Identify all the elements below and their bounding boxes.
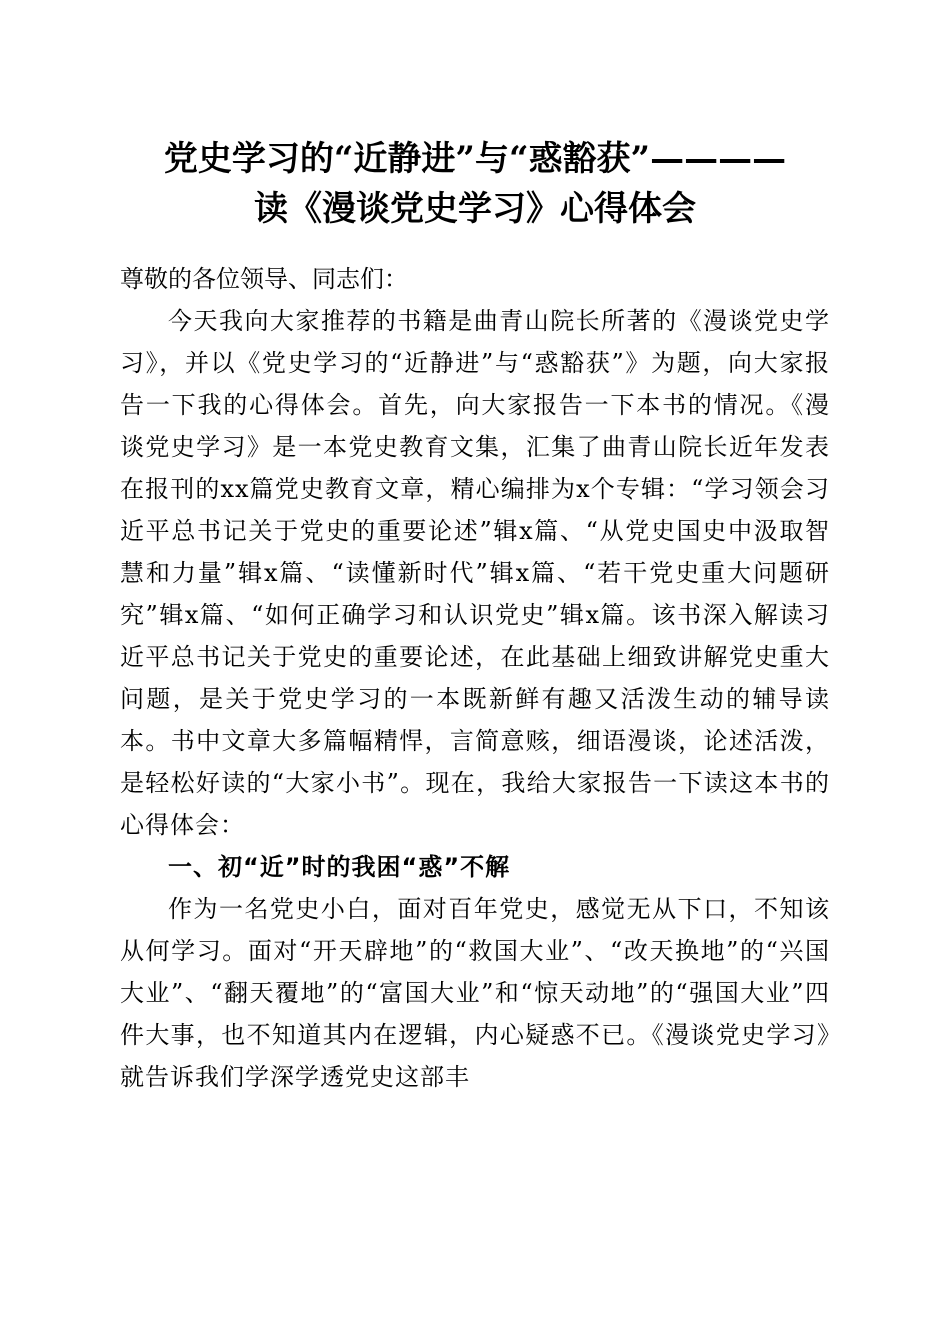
title-line-1: 党史学习的“近静进”与“惑豁获”———— — [163, 139, 787, 179]
document-body — [120, 258, 830, 1098]
document-title — [110, 134, 840, 234]
paragraph-section-1: 作为一名党史小白，面对百年党史，感觉无从下口，不知该从何学习。面对“开天辟地”的“救国大业”、“改天换地”的“兴国大业”、“翻天覆地”的“富国大业”和“惊天动地”的“强国大业”四件大事，也不知道其内在逻辑，内心疑惑不已。《漫谈党史学习》就告诉我们学深学透党史这部丰 — [120, 895, 830, 1091]
title-line-2: 读《漫谈党史学习》心得体会 — [254, 189, 696, 229]
salutation: 尊敬的各位领导、同志们： — [120, 265, 408, 293]
paragraph-intro: 今天我向大家推荐的书籍是曲青山院长所著的《漫谈党史学习》，并以《党史学习的“近静进”与“惑豁获”》为题，向大家报告一下我的心得体会。首先，向大家报告一下本书的情况。《漫谈党史学习》是一本党史教育文集，汇集了曲青山院长近年发表在报刊的xx篇党史教育文章，精心编排为x个专辑：“学习领会习近平总书记关于党史的重要论述”辑x篇、“从党史国史中汲取智慧和力量”辑x篇、“读懂新时代”辑x篇、“若干党史重大问题研究”辑x篇、“如何正确学习和认识党史”辑x篇。该书深入解读习近平总书记关于党史的重要论述，在此基础上细致讲解党史重大问题，是关于党史学习的一本既新鲜有趣又活泼生动的辅导读本。书中文章大多篇幅精悍，言简意赅，细语漫谈，论述活泼，是轻松好读的“大家小书”。现在，我给大家报告一下读这本书的心得体会： — [120, 307, 830, 839]
section-heading-1: 一、初“近”时的我困“惑”不解 — [168, 853, 511, 881]
